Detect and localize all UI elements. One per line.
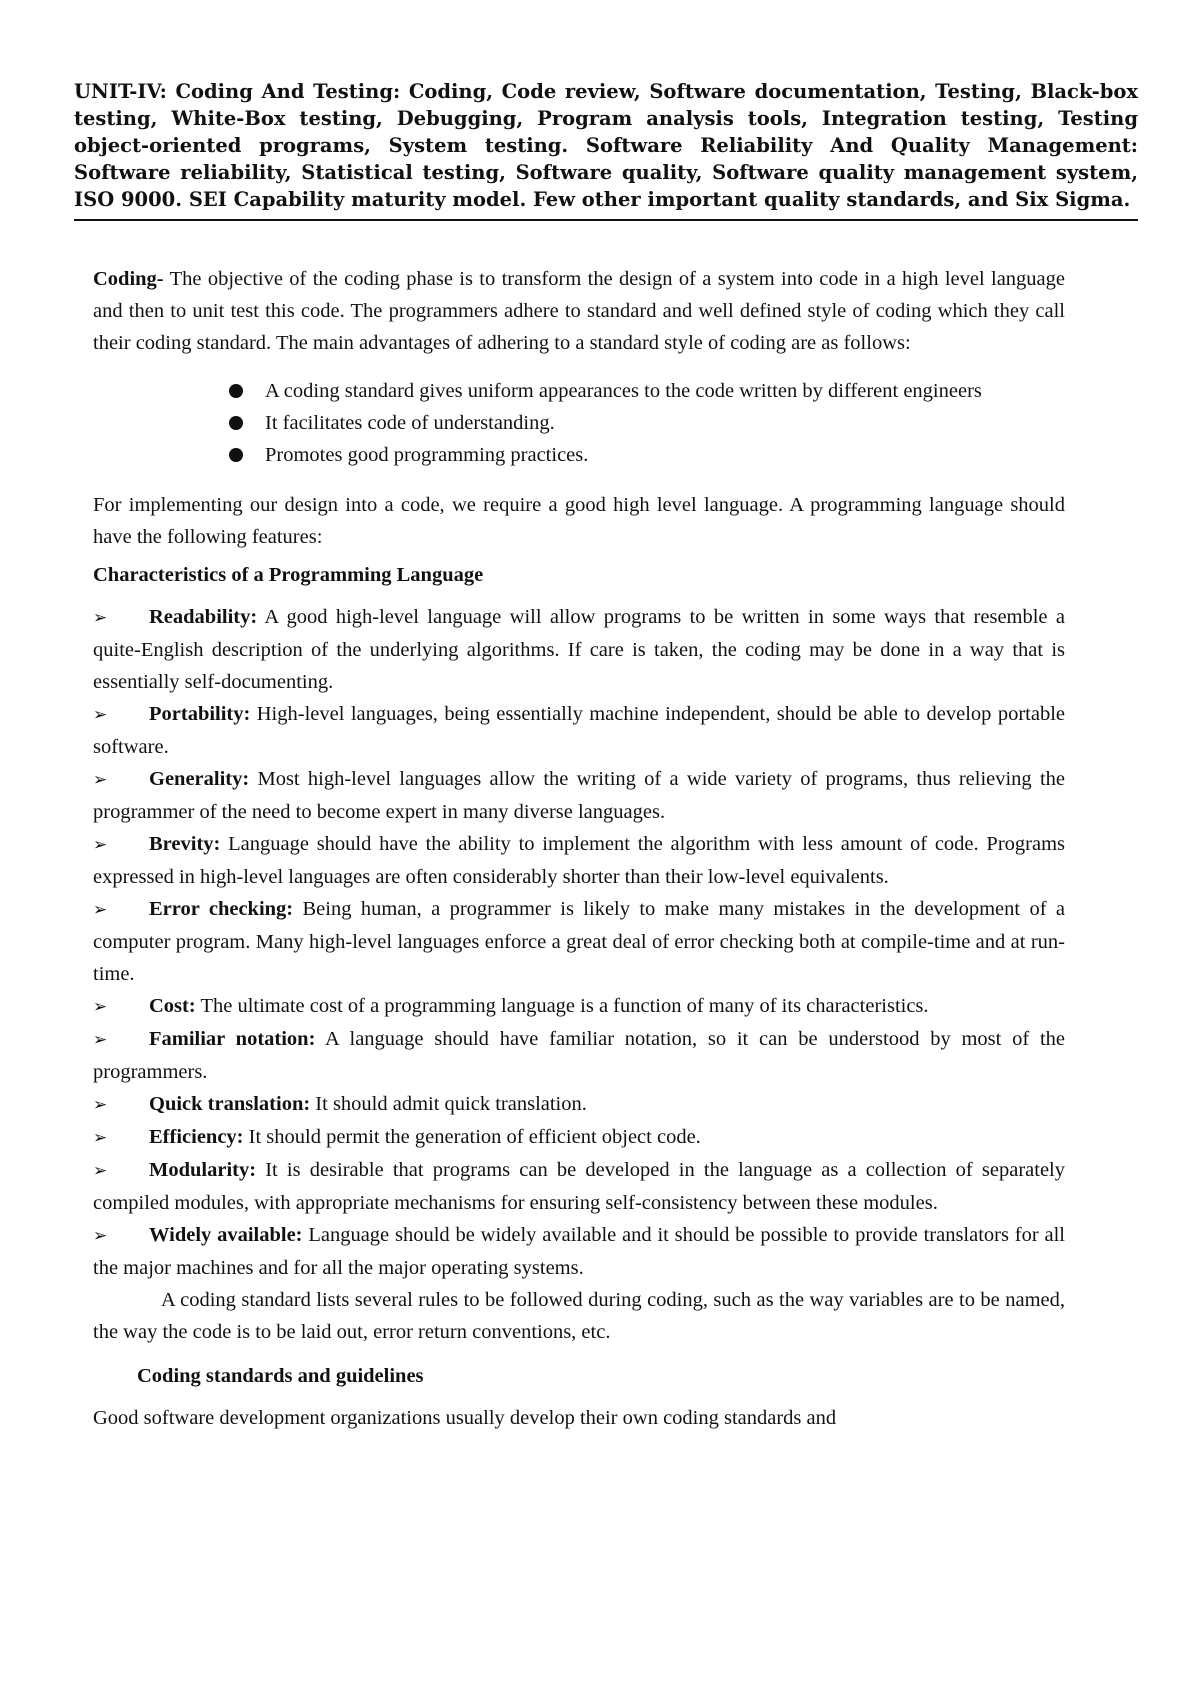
bullet-dot-icon (229, 384, 243, 398)
bullet-dot-icon (229, 416, 243, 430)
characteristics-list (93, 601, 1065, 1284)
language-intro-paragraph: For implementing our design into a code, we require a good high level language. A programming language should have the following features: (93, 494, 1065, 548)
list-item: ➢ Modularity: It is desirable that programs can be developed in the language as a collection of separately compiled modules, with appropriate mechanisms for ensuring self-consistency between these modules. (93, 1154, 1065, 1219)
arrow-bullet-icon: ➢ (93, 770, 108, 790)
list-item: It facilitates code of understanding. (229, 407, 1065, 439)
list-item: ➢ Widely available: Language should be widely available and it should be possible to provide translators for all the major machines and for all the major operating systems. (93, 1219, 1065, 1284)
guidelines-heading: Coding standards and guidelines (137, 1365, 424, 1387)
bullet-dot-icon (229, 448, 243, 462)
list-item: ➢ Brevity: Language should have the ability to implement the algorithm with less amount of code. Programs expressed in high-level languages are often considerably shorter than their low-level equivalents. (93, 828, 1065, 893)
list-item: ➢ Error checking: Being human, a programmer is likely to make many mistakes in the development of a computer program. Many high-level languages enforce a great deal of error checking both at compile-time and at run-time. (93, 893, 1065, 990)
coding-term: Coding- (93, 268, 164, 290)
characteristics-heading: Characteristics of a Programming Language (93, 564, 484, 586)
list-item: ➢ Familiar notation: A language should have familiar notation, so it can be understood by most of the programmers. (93, 1023, 1065, 1088)
coding-standard-paragraph: A coding standard lists several rules to be followed during coding, such as the way variables are to be named, the way the code is to be laid out, error return conventions, etc. (93, 1289, 1065, 1343)
arrow-bullet-icon: ➢ (93, 1095, 108, 1115)
list-item: ➢ Readability: A good high-level language will allow programs to be written in some ways that resemble a quite-English description of the underlying algorithms. If care is taken, the coding may be done in a way that is essentially self-documenting. (93, 601, 1065, 698)
list-item: ➢ Generality: Most high-level languages allow the writing of a wide variety of programs, thus relieving the programmer of the need to become expert in many diverse languages. (93, 763, 1065, 828)
coding-intro-paragraph (93, 263, 1065, 359)
guidelines-paragraph: Good software development organizations usually develop their own coding standards and (93, 1407, 837, 1429)
arrow-bullet-icon: ➢ (93, 1226, 108, 1246)
advantages-list (93, 375, 1065, 471)
unit-header: UNIT-IV: Coding And Testing: Coding, Code review, Software documentation, Testing, Black-box testing, White-Box testing, Debugging, Program analysis tools, Integration testing, Testing object-oriented programs, System testing. Software Reliability And Quality Management: Software reliability, Statistical testing, Software quality, Software quality management system, ISO 9000. SEI Capability maturity model. Few other important quality standards, and Six Sigma. (74, 78, 1138, 221)
arrow-bullet-icon: ➢ (93, 705, 108, 725)
arrow-bullet-icon: ➢ (93, 1030, 108, 1050)
list-item: ➢ Portability: High-level languages, being essentially machine independent, should be able to develop portable software. (93, 698, 1065, 763)
list-item: ➢ Cost: The ultimate cost of a programming language is a function of many of its characteristics. (93, 990, 1065, 1023)
arrow-bullet-icon: ➢ (93, 608, 108, 628)
list-item: ➢ Quick translation: It should admit quick translation. (93, 1088, 1065, 1121)
coding-intro-text: The objective of the coding phase is to transform the design of a system into code in a high level language and then to unit test this code. The programmers adhere to standard and well defined style of coding which they call their coding standard. The main advantages of adhering to a standard style of coding are as follows: (93, 268, 1065, 354)
arrow-bullet-icon: ➢ (93, 1161, 108, 1181)
arrow-bullet-icon: ➢ (93, 835, 108, 855)
arrow-bullet-icon: ➢ (93, 1128, 108, 1148)
list-item: Promotes good programming practices. (229, 439, 1065, 471)
document-body (93, 263, 1065, 1434)
arrow-bullet-icon: ➢ (93, 900, 108, 920)
list-item: A coding standard gives uniform appearances to the code written by different engineers (229, 375, 1065, 407)
list-item: ➢ Efficiency: It should permit the generation of efficient object code. (93, 1121, 1065, 1154)
arrow-bullet-icon: ➢ (93, 997, 108, 1017)
